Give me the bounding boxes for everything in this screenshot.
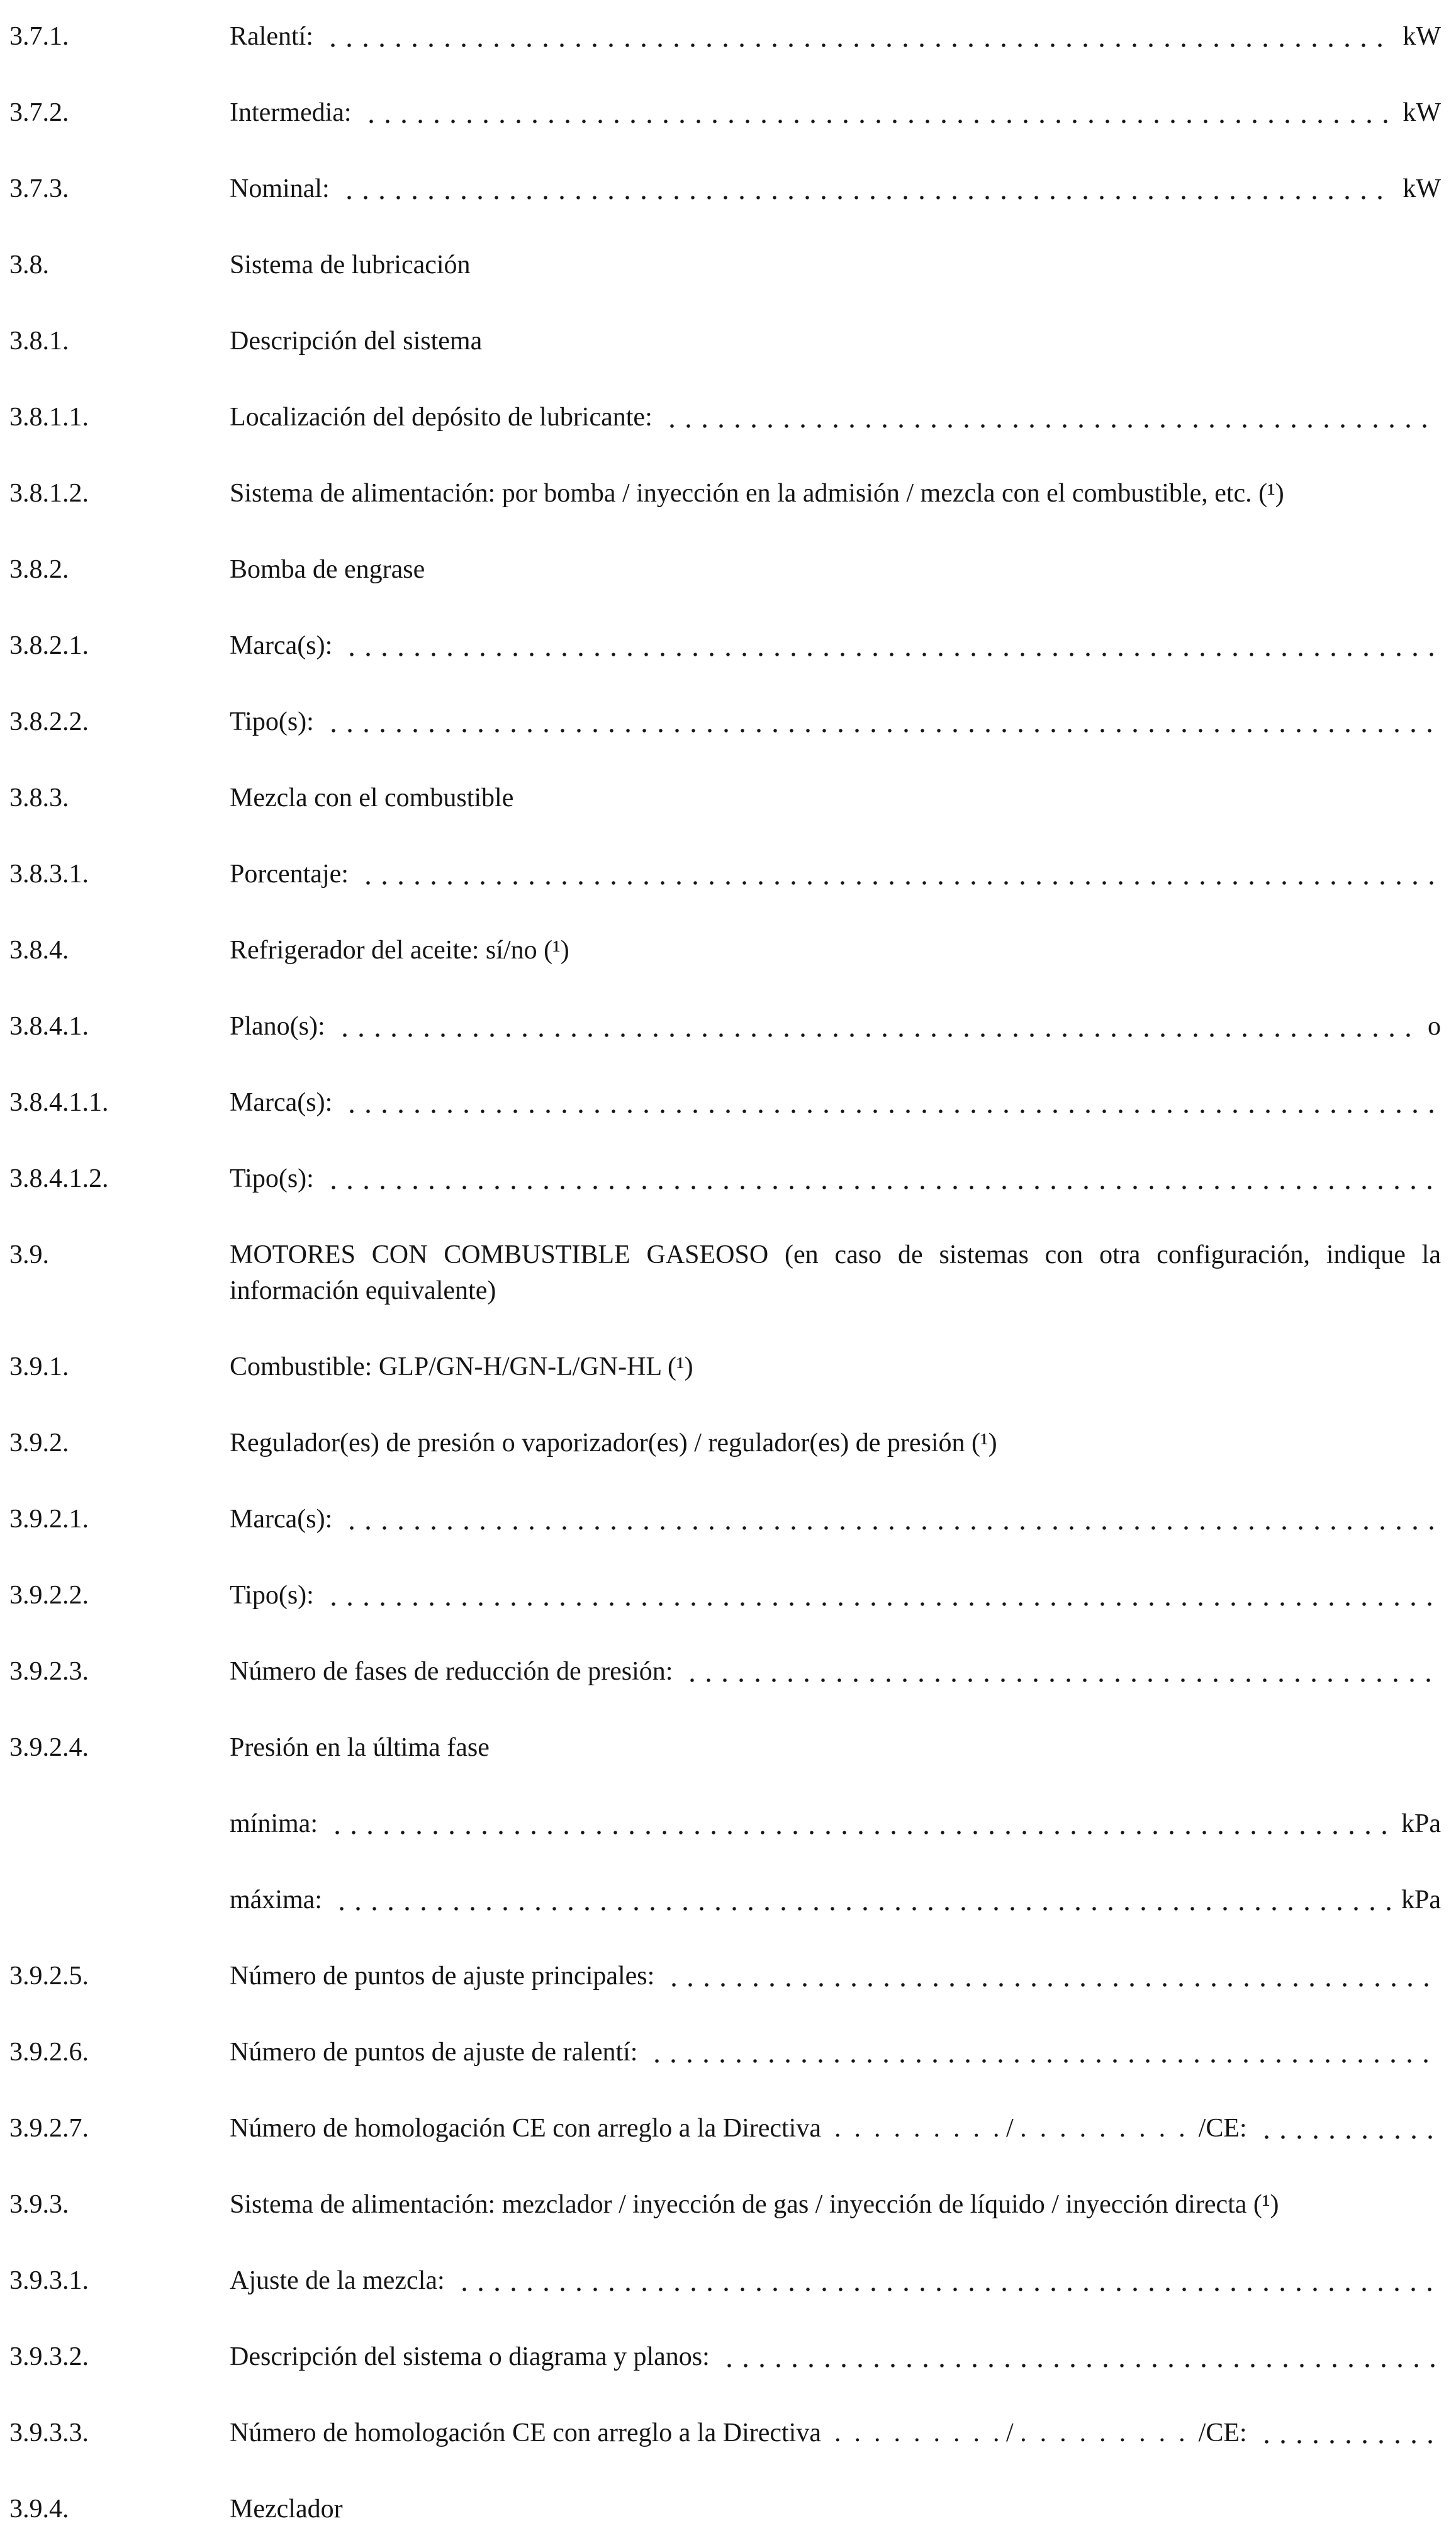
document-row — [9, 780, 1441, 816]
dotted-leader — [332, 1085, 1441, 1121]
document-row — [9, 2415, 1441, 2451]
item-content — [230, 2187, 1441, 2223]
item-content — [230, 2263, 1441, 2299]
document-row — [9, 1578, 1441, 1614]
document-row — [9, 1502, 1441, 1537]
item-content — [230, 933, 1441, 969]
item-number: 3.8.4.1.1. — [9, 1088, 109, 1117]
dotted-leader — [710, 2339, 1441, 2375]
item-content — [230, 857, 1441, 892]
item-content — [230, 2339, 1441, 2375]
item-label: Localización del depósito de lubricante: — [230, 403, 652, 432]
item-content — [230, 1349, 1441, 1385]
dotted-leader — [332, 1502, 1441, 1537]
dotted-leader — [332, 628, 1441, 664]
item-unit: kW — [1403, 174, 1441, 203]
document-row — [9, 1958, 1441, 1994]
item-label: Porcentaje: — [230, 860, 349, 889]
document-row — [9, 2339, 1441, 2375]
item-number: 3.8.4.1.2. — [9, 1164, 109, 1193]
item-number: 3.8.4.1. — [9, 1012, 89, 1041]
document-row — [9, 857, 1441, 892]
document-row — [9, 1161, 1441, 1197]
item-label: mínima: — [230, 1809, 318, 1838]
item-content — [230, 2035, 1441, 2070]
item-label: Número de homologación CE con arreglo a la Directiva . . . . . . . . . / . . . . . . . . . /CE: — [230, 2114, 1247, 2143]
item-label: Sistema de alimentación: por bomba / inyección en la admisión / mezcla con el combustible, etc. (¹) — [230, 479, 1284, 508]
document-row — [9, 1730, 1441, 1766]
document-row — [9, 1349, 1441, 1385]
document-row — [9, 2187, 1441, 2223]
dotted-leader — [330, 171, 1396, 207]
item-content — [230, 400, 1441, 435]
dotted-leader — [313, 19, 1395, 55]
item-content — [230, 1806, 1441, 1842]
item-number: 3.8.1.2. — [9, 479, 89, 508]
dotted-leader — [314, 1578, 1441, 1614]
item-content — [230, 323, 1441, 359]
item-number — [9, 1806, 230, 1842]
item-content — [230, 1161, 1441, 1197]
document-row — [9, 2035, 1441, 2070]
item-unit: kPa — [1401, 1809, 1441, 1838]
item-label: Sistema de alimentación: mezclador / inyección de gas / inyección de líquido / inyección directa (¹) — [230, 2190, 1279, 2219]
dotted-leader — [445, 2263, 1441, 2299]
item-content — [230, 1958, 1441, 1994]
item-label: Combustible: GLP/GN-H/GN-L/GN-HL (¹) — [230, 1352, 693, 1381]
item-label: Refrigerador del aceite: sí/no (¹) — [230, 936, 569, 965]
item-number: 3.7.2. — [9, 98, 69, 127]
document-row — [9, 2111, 1441, 2147]
item-content — [230, 2415, 1441, 2451]
item-number: 3.9.2.1. — [9, 1505, 89, 1534]
document-row — [9, 1806, 1441, 1842]
item-unit: kW — [1403, 98, 1441, 127]
item-unit: kW — [1403, 22, 1441, 51]
dotted-leader — [1247, 2415, 1441, 2451]
item-number: 3.9.2.7. — [9, 2114, 89, 2143]
item-number: 3.9.2. — [9, 1429, 69, 1457]
document-row — [9, 1085, 1441, 1121]
document-row — [9, 628, 1441, 664]
item-unit: kPa — [1401, 1885, 1441, 1914]
item-content — [230, 19, 1441, 55]
item-content — [230, 171, 1441, 207]
document-row — [9, 2263, 1441, 2299]
dotted-leader — [1247, 2111, 1441, 2147]
item-number — [9, 1882, 230, 1918]
document-row — [9, 95, 1441, 131]
item-label: Número de puntos de ajuste de ralentí: — [230, 2038, 638, 2067]
item-content — [230, 1882, 1441, 1918]
item-label: Marca(s): — [230, 1505, 333, 1534]
item-number: 3.9.3.3. — [9, 2418, 89, 2447]
dotted-leader — [637, 2035, 1441, 2070]
item-label: Intermedia: — [230, 98, 352, 127]
item-number: 3.9. — [9, 1240, 49, 1269]
regulation-item-list — [9, 19, 1448, 2527]
item-content — [230, 476, 1441, 512]
item-label: Mezclador — [230, 2495, 343, 2524]
item-label: Marca(s): — [230, 1088, 333, 1117]
document-row — [9, 400, 1441, 435]
item-content — [230, 628, 1441, 664]
dotted-leader — [654, 1958, 1441, 1994]
item-content — [230, 1578, 1441, 1614]
item-content — [230, 95, 1441, 131]
item-label: Descripción del sistema o diagrama y planos: — [230, 2342, 710, 2371]
item-label: Descripción del sistema — [230, 327, 483, 356]
item-number: 3.8.3.1. — [9, 860, 89, 889]
item-label: máxima: — [230, 1885, 322, 1914]
dotted-leader — [325, 1009, 1420, 1045]
item-number: 3.9.3. — [9, 2190, 69, 2219]
item-label: Ajuste de la mezcla: — [230, 2266, 445, 2295]
item-number: 3.8.3. — [9, 783, 69, 812]
document-row — [9, 476, 1441, 512]
item-number: 3.8. — [9, 250, 49, 279]
item-number: 3.7.3. — [9, 174, 69, 203]
item-number: 3.9.2.6. — [9, 2038, 89, 2067]
document-row — [9, 1425, 1441, 1461]
item-label: Marca(s): — [230, 631, 333, 660]
item-number: 3.9.4. — [9, 2495, 69, 2524]
item-number: 3.9.2.2. — [9, 1581, 89, 1610]
document-row — [9, 1009, 1441, 1045]
dotted-leader — [652, 400, 1441, 435]
dotted-leader — [673, 1654, 1441, 1690]
dotted-leader — [349, 857, 1441, 892]
item-label: Regulador(es) de presión o vaporizador(es) / regulador(es) de presión (¹) — [230, 1429, 997, 1457]
item-label: Mezcla con el combustible — [230, 783, 514, 812]
item-content — [230, 704, 1441, 740]
document-row — [9, 1882, 1441, 1918]
document-row — [9, 2491, 1441, 2527]
item-content — [230, 247, 1441, 283]
item-number: 3.8.1. — [9, 327, 69, 356]
item-content — [230, 1237, 1448, 1309]
item-content — [230, 780, 1441, 816]
item-content — [230, 2111, 1441, 2147]
item-number: 3.8.1.1. — [9, 403, 89, 432]
item-number: 3.9.1. — [9, 1352, 69, 1381]
dotted-leader — [322, 1882, 1394, 1918]
dotted-leader — [314, 1161, 1441, 1197]
dotted-leader — [314, 704, 1441, 740]
item-label: Número de fases de reducción de presión: — [230, 1657, 673, 1686]
item-number: 3.8.4. — [9, 936, 69, 965]
item-number: 3.9.3.2. — [9, 2342, 89, 2371]
document-row — [9, 933, 1441, 969]
document-row — [9, 19, 1441, 55]
document-row — [9, 171, 1441, 207]
item-content — [230, 1425, 1441, 1461]
item-number: 3.7.1. — [9, 22, 69, 51]
item-label: Número de puntos de ajuste principales: — [230, 1962, 655, 1991]
item-label: Nominal: — [230, 174, 330, 203]
document-row — [9, 704, 1441, 740]
item-content — [230, 2491, 1441, 2527]
item-label: Ralentí: — [230, 22, 313, 51]
document-row — [9, 1237, 1448, 1309]
item-label: Tipo(s): — [230, 1164, 314, 1193]
item-number: 3.8.2.1. — [9, 631, 89, 660]
item-number: 3.9.2.3. — [9, 1657, 89, 1686]
item-number: 3.8.2. — [9, 555, 69, 584]
item-number: 3.9.2.4. — [9, 1733, 89, 1762]
item-label: Presión en la última fase — [230, 1733, 490, 1762]
item-content — [230, 1654, 1441, 1690]
dotted-leader — [318, 1806, 1394, 1842]
item-content — [230, 1502, 1441, 1537]
dotted-leader — [352, 95, 1396, 131]
item-label: Número de homologación CE con arreglo a la Directiva . . . . . . . . . / . . . . . . . . . /CE: — [230, 2418, 1247, 2447]
document-row — [9, 247, 1441, 283]
item-unit: o — [1428, 1012, 1441, 1041]
document-row — [9, 323, 1441, 359]
document-row — [9, 552, 1441, 588]
item-number: 3.9.2.5. — [9, 1962, 89, 1991]
item-label: Sistema de lubricación — [230, 250, 471, 279]
item-content — [230, 552, 1441, 588]
item-content — [230, 1009, 1441, 1045]
item-number: 3.8.2.2. — [9, 707, 89, 736]
item-label: MOTORES CON COMBUSTIBLE GASEOSO (en caso de sistemas con otra configuración, indique la información equivalente) — [230, 1240, 1448, 1305]
document-row — [9, 1654, 1441, 1690]
item-label: Plano(s): — [230, 1012, 325, 1041]
item-content — [230, 1730, 1441, 1766]
item-label: Tipo(s): — [230, 707, 314, 736]
item-label: Tipo(s): — [230, 1581, 314, 1610]
item-content — [230, 1085, 1441, 1121]
item-label: Bomba de engrase — [230, 555, 425, 584]
item-number: 3.9.3.1. — [9, 2266, 89, 2295]
